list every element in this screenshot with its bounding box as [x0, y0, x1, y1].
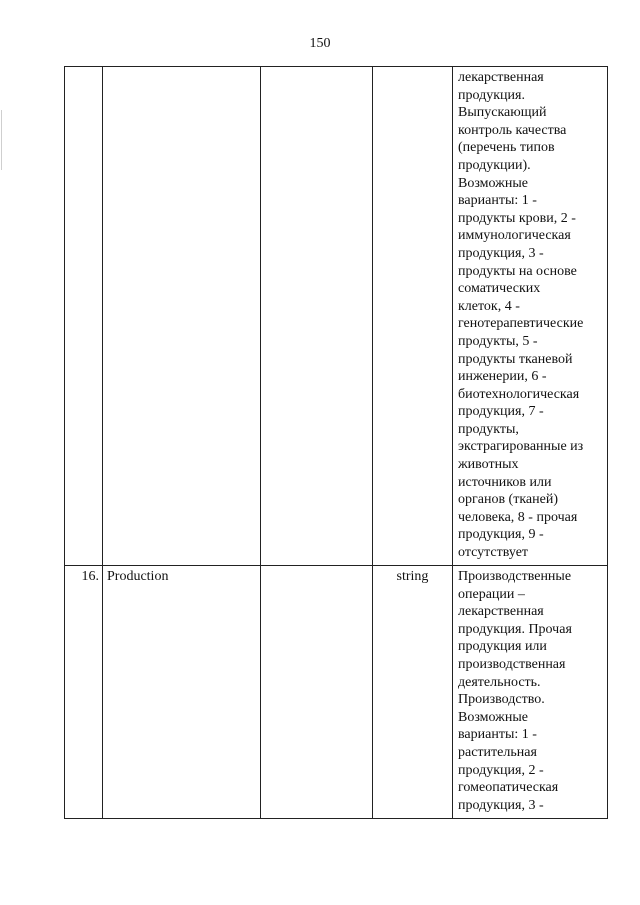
table-row — [65, 67, 608, 566]
row-number-cell: 16. — [65, 566, 103, 819]
scan-margin-mark — [1, 110, 2, 170]
empty-cell — [261, 67, 373, 566]
page-number: 150 — [309, 36, 331, 51]
field-type-cell: string — [373, 566, 453, 819]
field-type-cell — [373, 67, 453, 566]
field-name-cell: Production — [103, 566, 261, 819]
description-cell: лекарственная продукция. Выпускающий контроль качества (перечень типов продукции). Возможные варианты: 1 - продукты крови, 2 - иммунологическая продукция, 3 - продукты на основе соматических клеток, 4 - генотерапевтические продукты, 5 - продукты тканевой инженерии, 6 - биотехнологическая продукция, 7 - продукты, экстрагированные из животных источников или органов (тканей) человека, 8 - прочая продукция, 9 - отсутствует — [453, 67, 608, 566]
description-cell: Производственные операции – лекарственная продукция. Прочая продукция или производственная деятельность. Производство. Возможные варианты: 1 - растительная продукция, 2 - гомеопатическая продукция, 3 - — [453, 566, 608, 819]
field-name-cell — [103, 67, 261, 566]
document-table — [64, 66, 608, 819]
empty-cell — [261, 566, 373, 819]
row-number-cell — [65, 67, 103, 566]
table-row — [65, 566, 608, 819]
